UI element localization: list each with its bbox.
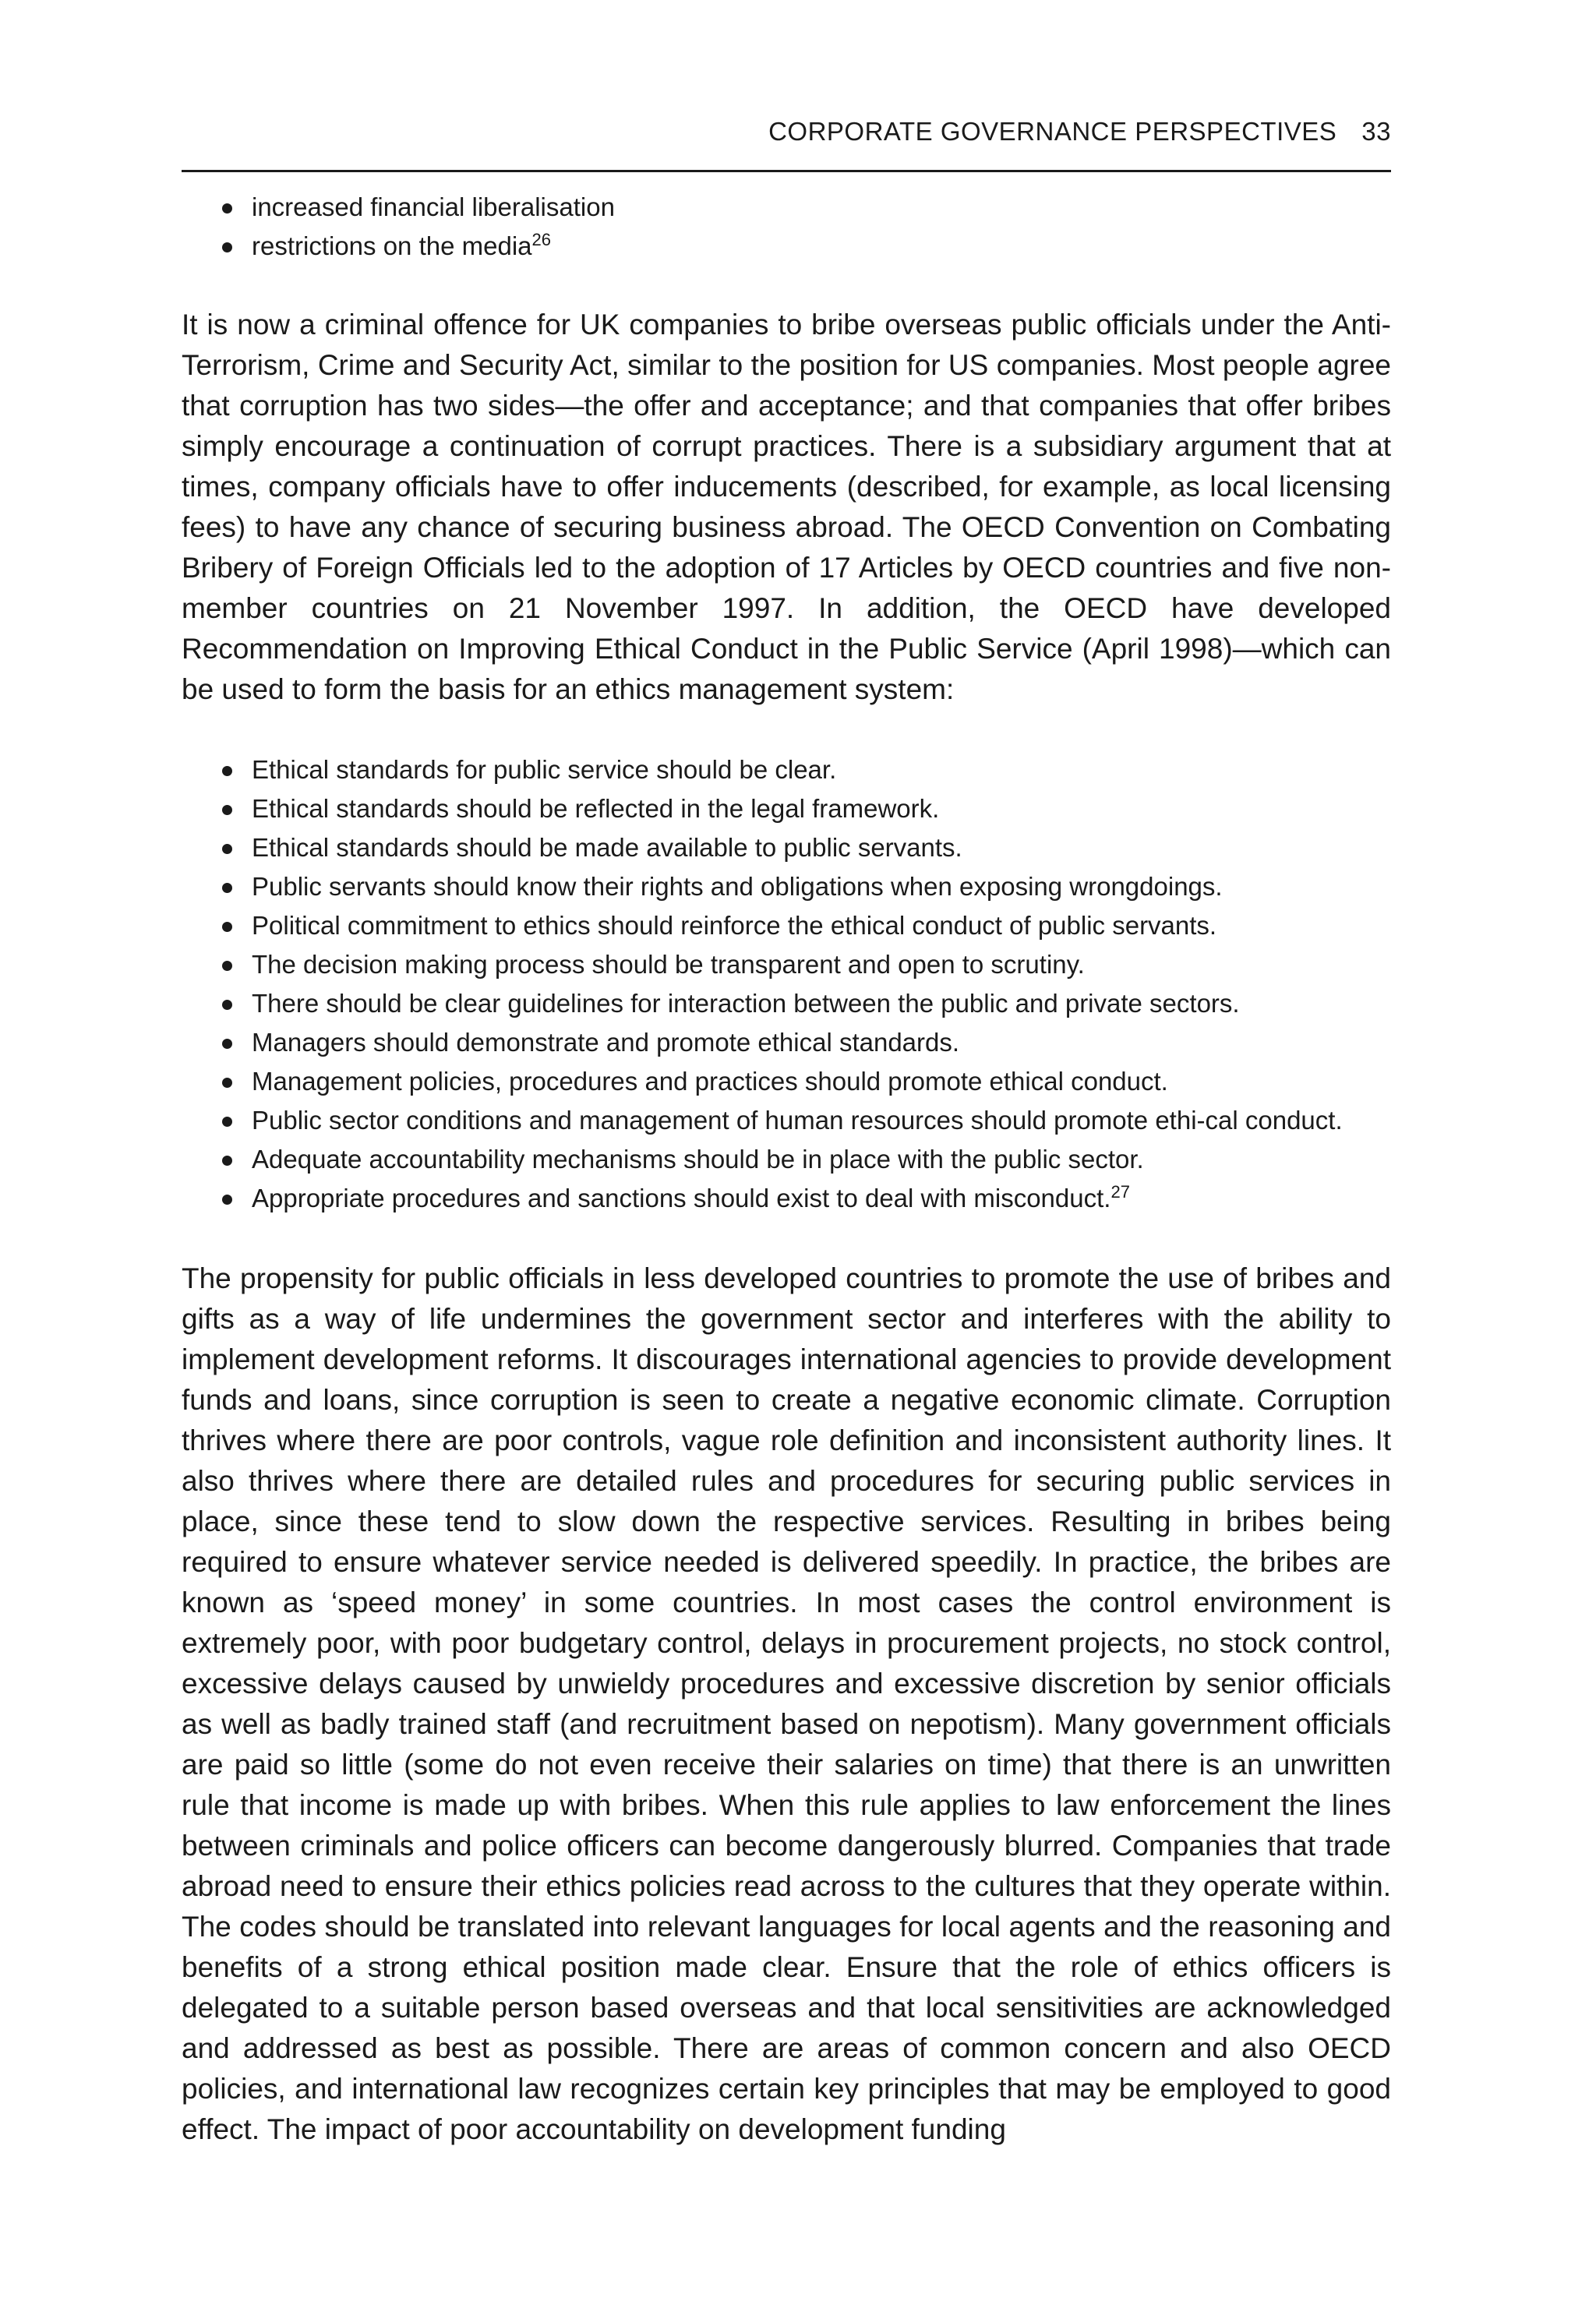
list-item: Ethical standards should be reflected in the legal framework. <box>222 789 1391 828</box>
list-item: Public servants should know their rights and obligations when exposing wrongdoings. <box>222 867 1391 906</box>
list-item-text: Appropriate procedures and sanctions should exist to deal with misconduct. <box>252 1184 1111 1212</box>
list-item: There should be clear guidelines for interaction between the public and private sectors. <box>222 984 1391 1023</box>
running-title: CORPORATE GOVERNANCE PERSPECTIVES <box>768 117 1337 146</box>
list-item <box>222 227 1391 266</box>
list-item: Managers should demonstrate and promote ethical standards. <box>222 1023 1391 1062</box>
list-item: Political commitment to ethics should reinforce the ethical conduct of public servants. <box>222 906 1391 945</box>
intro-bullet-list <box>182 188 1391 266</box>
footnote-ref: 27 <box>1110 1182 1130 1202</box>
list-item-text: increased financial liberalisation <box>252 192 615 221</box>
list-item <box>222 188 1391 227</box>
list-item-text: restrictions on the media <box>252 231 532 260</box>
body-paragraph: It is now a criminal offence for UK companies to bribe overseas public officials under the Anti-Terrorism, Crime and Security Act, similar to the position for US companies. Most people agree that corruption has two sides—the offer and acceptance; and that companies that offer bribes simply encourage a continuation of corrupt practices. There is a subsidiary argument that at times, company officials have to offer inducements (described, for example, as local licensing fees) to have any chance of securing business abroad. The OECD Convention on Combating Bribery of Foreign Officials led to the adoption of 17 Articles by OECD countries and five non-member countries on 21 November 1997. In addition, the OECD have developed Recommendation on Improving Ethical Conduct in the Public Service (April 1998)—which can be used to form the basis for an ethics management system: <box>182 309 1391 705</box>
footnote-ref: 26 <box>531 230 551 249</box>
page-number: 33 <box>1361 117 1391 146</box>
running-header <box>182 117 1391 172</box>
list-item: The decision making process should be transparent and open to scrutiny. <box>222 945 1391 984</box>
list-item: Ethical standards should be made available to public servants. <box>222 828 1391 867</box>
body-paragraph: The propensity for public officials in less developed countries to promote the use of bribes and gifts as a way of life undermines the government sector and interferes with the ability to implement development reforms. It discourages international agencies to provide development funds and loans, since corruption is seen to create a negative economic climate. Corruption thrives where there are poor controls, vague role definition and inconsistent authority lines. It also thrives where there are detailed rules and procedures for securing public services in place, since these tend to slow down the respective services. Resulting in bribes being required to ensure whatever service needed is delivered speedily. In practice, the bribes are known as ‘speed money’ in some countries. In most cases the control environment is extremely poor, with poor budgetary control, delays in procurement projects, no stock control, excessive delays caused by unwieldy procedures and excessive discretion by senior officials as well as badly trained staff (and recruitment based on nepotism). Many government officials are paid so little (some do not even receive their salaries on time) that there is an unwritten rule that income is made up with bribes. When this rule applies to law enforcement the lines between criminals and police officers can become dangerously blurred. Companies that trade abroad need to ensure their ethics policies read across to the cultures that they operate within. The codes should be translated into relevant languages for local agents and the reasoning and benefits of a strong ethical position made clear. Ensure that the role of ethics officers is delegated to a suitable person based overseas and that local sensitivities are acknowledged and addressed as best as possible. There are areas of common concern and also OECD policies, and international law recognizes certain key principles that may be employed to good effect. The impact of poor accountability on development funding <box>182 1262 1391 2145</box>
ethics-principles-list <box>182 750 1391 1218</box>
list-item: Public sector conditions and management of human resources should promote ethi-cal conduct. <box>222 1101 1391 1140</box>
list-item: Management policies, procedures and practices should promote ethical conduct. <box>222 1062 1391 1101</box>
list-item: Adequate accountability mechanisms should be in place with the public sector. <box>222 1140 1391 1179</box>
list-item: Ethical standards for public service should be clear. <box>222 750 1391 789</box>
book-page <box>182 117 1391 2150</box>
list-item <box>222 1179 1391 1218</box>
